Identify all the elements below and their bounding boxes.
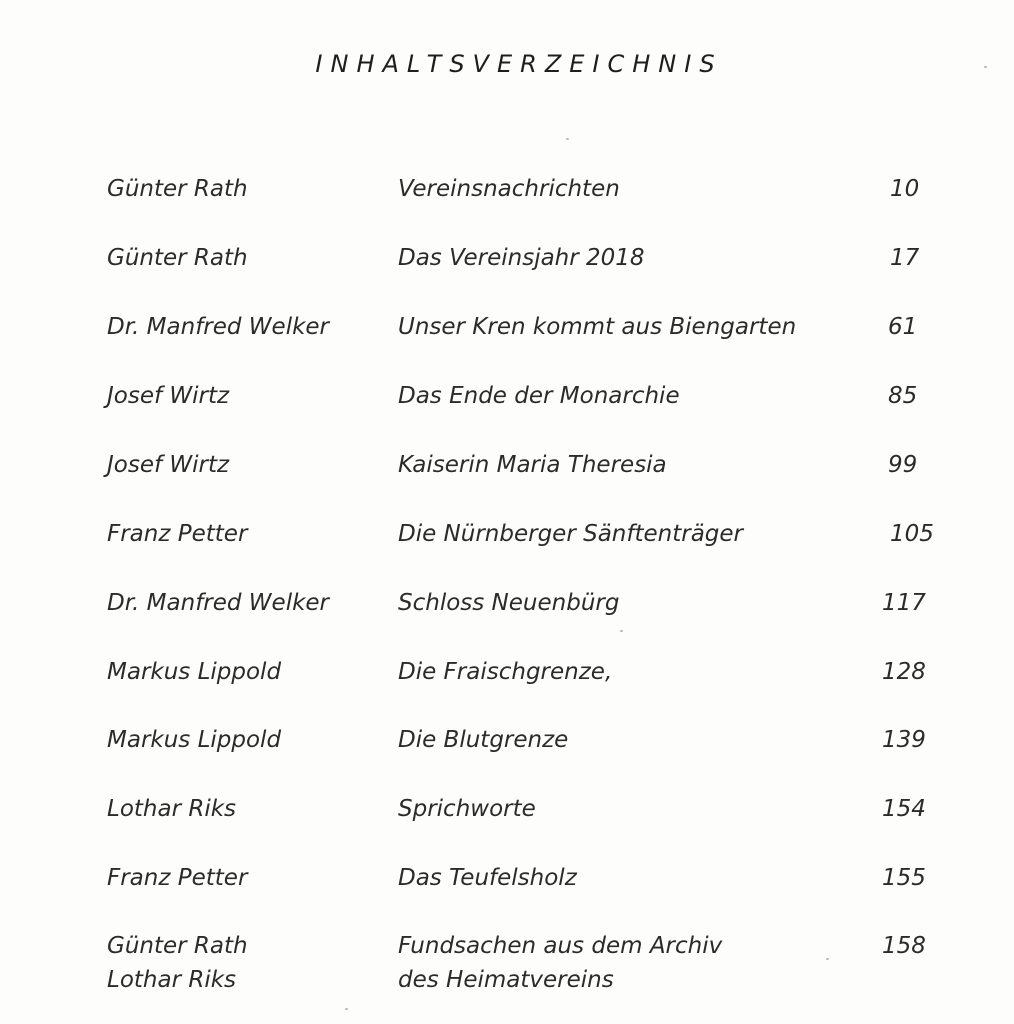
entry-author: Markus Lippold — [107, 727, 282, 753]
entry-author: Franz Petter — [107, 865, 248, 891]
entry-title: Sprichworte — [398, 796, 536, 822]
table-of-contents: Günter Rath Vereinsnachrichten 10 Günter Rath Das Vereinsjahr 2018 17 Dr. Manfred Welker Unser Kren kommt aus Biengarten 61 Josef Wirtz Das Ende der Monarchie 85 Josef Wirtz Kaiserin Maria Theresia 99 Franz Petter Die Nürnberger Sänftenträger 105 Dr. Manfred Welker Schloss Neuenbürg 117 Markus Lippold Die Fraischgrenze, 128 Markus Lippold Die Blutgrenze 139 Lothar Riks Sprichworte 154 Franz Petter Das Teufelsholz 155 Günter Rath Lothar Riks Fundsachen aus dem Archiv des Heimatvereins 158 — [0, 0, 1014, 1024]
entry-author: Günter Rath — [107, 176, 248, 202]
entry-title: Die Nürnberger Sänftenträger — [398, 521, 743, 547]
entry-title: Schloss Neuenbürg — [398, 590, 620, 616]
paper-speck — [984, 66, 987, 68]
entry-author: Markus Lippold — [107, 659, 282, 685]
entry-author: Dr. Manfred Welker — [107, 314, 330, 340]
page-title: INHALTSVERZEICHNIS — [315, 50, 723, 78]
entry-title: Die Fraischgrenze, — [398, 659, 613, 685]
entry-author: Josef Wirtz — [107, 452, 230, 478]
entry-author: Josef Wirtz — [107, 383, 230, 409]
paper-speck — [826, 958, 829, 960]
entry-author: Lothar Riks — [107, 796, 237, 822]
entry-title: Vereinsnachrichten — [398, 176, 620, 202]
entry-title: Kaiserin Maria Theresia — [398, 452, 667, 478]
entry-author: Günter Rath — [107, 245, 248, 271]
entry-title: Unser Kren kommt aus Biengarten — [398, 314, 797, 340]
paper-speck — [566, 138, 569, 140]
entry-title: Das Vereinsjahr 2018 — [398, 245, 645, 271]
paper-speck — [620, 630, 623, 632]
paper-speck — [345, 1008, 348, 1010]
entry-title: Das Teufelsholz — [398, 865, 577, 891]
entry-author: Günter Rath Lothar Riks — [107, 933, 248, 993]
entry-title: Fundsachen aus dem Archiv des Heimatvereins — [398, 933, 723, 993]
entry-author: Dr. Manfred Welker — [107, 590, 330, 616]
entry-title: Das Ende der Monarchie — [398, 383, 680, 409]
entry-author: Franz Petter — [107, 521, 248, 547]
entry-title: Die Blutgrenze — [398, 727, 569, 753]
